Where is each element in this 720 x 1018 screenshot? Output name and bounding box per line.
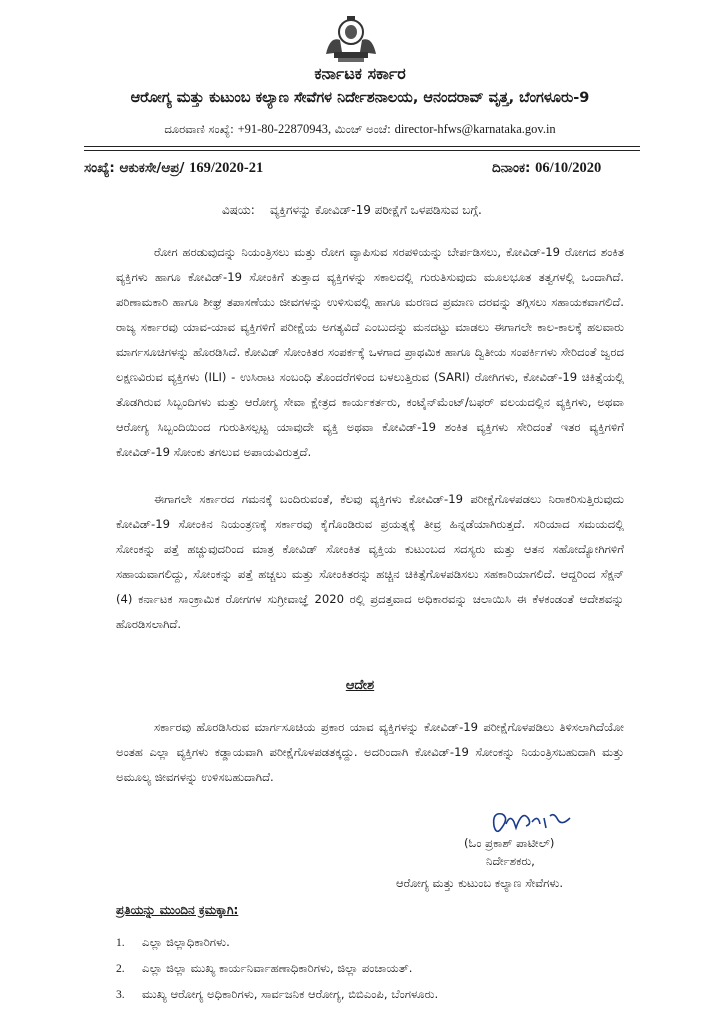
date-value: 06/10/2020 — [535, 160, 602, 176]
reference-number — [84, 160, 263, 177]
body-paragraph-2: ಈಗಾಗಲೇ ಸರ್ಕಾರದ ಗಮನಕ್ಕೆ ಬಂದಿರುವಂತೆ, ಕೆಲವು ವ್ಯಕ್ತಿಗಳು ಕೋವಿಡ್-19 ಪರೀಕ್ಷೆಗೊಳಪಡಲು ನಿರಾಕರಿಸುತ್ತಿರುವುದು ಕೋವಿಡ್-19 ಸೋಂಕಿನ ನಿಯಂತ್ರಣಕ್ಕೆ ಸರ್ಕಾರವು ಕೈಗೊಂಡಿರುವ ಪ್ರಯತ್ನಕ್ಕೆ ತೀವ್ರ ಹಿನ್ನಡೆಯಾಗಿರುತ್ತದೆ. ಸರಿಯಾದ ಸಮಯದಲ್ಲಿ ಸೋಂಕನ್ನು ಪತ್ತೆ ಹಚ್ಚುವುದರಿಂದ ಮಾತ್ರ ಕೋವಿಡ್ ಸೋಂಕಿತ ವ್ಯಕ್ತಿಯ ಕುಟುಂಬದ ಸದಸ್ಯರು ಮತ್ತು ಆತನ ಸಹೋದ್ಯೋಗಿಗಳಿಗೆ ಸಹಾಯವಾಗಲಿದ್ದು, ಸೋಂಕನ್ನು ಪತ್ತೆ ಹಚ್ಚಲು ಮತ್ತು ಸೋಂಕಿತರನ್ನು ಹಚ್ಚಿನ ಚಿಕಿತ್ಸೆಗೊಳಪಡಿಸಲು ಸಹಕಾರಿಯಾಗಲಿದೆ. ಆದ್ದರಿಂದ ಸೆಕ್ಷನ್ (4) ಕರ್ನಾಟಕ ಸಾಂಕ್ರಾಮಿಕ ರೋಗಗಳ ಸುಗ್ರೀವಾಜ್ಞೆ 2020 ರಲ್ಲಿ ಪ್ರದತ್ತವಾದ ಅಧಿಕಾರವನ್ನು ಚಲಾಯಿಸಿ ಈ ಕೆಳಕಂಡಂತೆ ಆದೇಶವನ್ನು ಹೊರಡಿಸಲಾಗಿದೆ. — [116, 492, 624, 631]
order-heading: ಆದೇಶ — [345, 678, 375, 693]
copy-item-text: ಎಲ್ಲಾ ಜಿಲ್ಲಾಧಿಕಾರಿಗಳು. — [142, 935, 230, 949]
copy-item-number: 1. — [116, 936, 125, 949]
subject-line: ವಿಷಯ: ವ್ಯಕ್ತಿಗಳನ್ನು ಕೋವಿಡ್-19 ಪರೀಕ್ಷೆಗೆ ಒಳಪಡಿಸುವ ಬಗ್ಗೆ. — [222, 203, 482, 217]
copy-item-number: 2. — [116, 962, 125, 975]
copy-list-item — [116, 961, 412, 976]
body-paragraph-1: ರೋಗ ಹರಡುವುದನ್ನು ನಿಯಂತ್ರಿಸಲು ಮತ್ತು ರೋಗ ವ್ಯಾಪಿಸುವ ಸರಪಳಿಯನ್ನು ಬೇರ್ಪಡಿಸಲು, ಕೋವಿಡ್-19 ರೋಗದ ಶಂಕಿತ ವ್ಯಕ್ತಿಗಳು ಹಾಗೂ ಕೋವಿಡ್-19 ಸೋಂಕಿಗೆ ತುತ್ತಾದ ವ್ಯಕ್ತಿಗಳನ್ನು ಸಕಾಲದಲ್ಲಿ ಗುರುತಿಸುವುದು ಮೂಲಭೂತ ತತ್ವಗಳಲ್ಲಿ ಒಂದಾಗಿದೆ. ಪರಿಣಾಮಕಾರಿ ಹಾಗೂ ಶೀಘ್ರ ತಪಾಸಣೆಯು ಜೀವಗಳನ್ನು ಉಳಿಸುವಲ್ಲಿ ಹಾಗೂ ಮರಣದ ಪ್ರಮಾಣ ದರವನ್ನು ತಗ್ಗಿಸಲು ಸಹಾಯಕವಾಗಲಿದೆ. ರಾಜ್ಯ ಸರ್ಕಾರವು ಯಾವ-ಯಾವ ವ್ಯಕ್ತಿಗಳಿಗೆ ಪರೀಕ್ಷೆಯ ಅಗತ್ಯವಿದೆ ಎಂಬುದನ್ನು ಮನದಟ್ಟು ಮಾಡಲು ಈಗಾಗಲೇ ಕಾಲ-ಕಾಲಕ್ಕೆ ಹಲವಾರು ಮಾರ್ಗಸೂಚಿಗಳನ್ನು ಹೊರಡಿಸಿದೆ. ಕೋವಿಡ್ ಸೋಂಕಿತರ ಸಂಪರ್ಕಕ್ಕೆ ಒಳಗಾದ ಪ್ರಾಥಮಿಕ ಹಾಗೂ ದ್ವಿತೀಯ ಸಂಪರ್ಕಿಗಳು ಸೇರಿದಂತೆ ಜ್ವರದ ಲಕ್ಷಣವಿರುವ ವ್ಯಕ್ತಿಗಳು (ILI) - ಉಸಿರಾಟ ಸಂಬಂಧಿ ತೊಂದರೆಗಳಿಂದ ಬಳಲುತ್ತಿರುವ (SARI) ರೋಗಿಗಳು, ಕೋವಿಡ್-19 ಚಿಕಿತ್ಸೆಯಲ್ಲಿ ತೊಡಗಿರುವ ಸಿಬ್ಬಂದಿಗಳು ಮತ್ತು ಆರೋಗ್ಯ ಸೇವಾ ಕ್ಷೇತ್ರದ ಕಾರ್ಯಕರ್ತರು, ಕಂಟೈನ್‌ಮೆಂಟ್/ಬಫರ್ ವಲಯದಲ್ಲಿನ ವ್ಯಕ್ತಿಗಳು, ಅಥವಾ ಆರೋಗ್ಯ ಸಿಬ್ಬಂದಿಯಿಂದ ಗುರುತಿಸಲ್ಪಟ್ಟ ಯಾವುದೇ ವ್ಯಕ್ತಿ ಅಥವಾ ಕೋವಿಡ್-19 ಶಂಕಿತ ವ್ಯಕ್ತಿಗಳು ಸೇರಿದಂತೆ ಇತರ ವ್ಯಕ್ತಿಗಳಿಗೆ ಕೋವಿಡ್-19 ಸೋಂಕು ತಗಲುವ ಅಪಾಯವಿರುತ್ತದೆ. — [116, 245, 624, 459]
header-rule-bottom — [84, 150, 640, 151]
signer-name: (ಓಂ ಪ್ರಕಾಶ್ ಪಾಟೀಲ್) — [464, 836, 555, 850]
reference-value: 169/2020-21 — [189, 160, 264, 176]
copy-to-heading: ಪ್ರತಿಯನ್ನು ಮುಂದಿನ ಕ್ರಮಕ್ಕಾಗಿ: — [116, 903, 239, 917]
phone-number: +91-80-22870943, — [237, 122, 332, 136]
karnataka-emblem-icon — [320, 14, 382, 64]
copy-item-text: ಮುಖ್ಯ ಆರೋಗ್ಯ ಅಧಿಕಾರಿಗಳು, ಸಾರ್ವಜನಿಕ ಆರೋಗ್ಯ, ಬಿಬಿಎಂಪಿ, ಬೆಂಗಳೂರು. — [142, 987, 439, 1001]
reference-label: ಸಂಖ್ಯೆ: ಆಕುಕಸೇ/ಆಪ್ರ/ — [84, 160, 185, 176]
signer-office: ಆರೋಗ್ಯ ಮತ್ತು ಕುಟುಂಬ ಕಲ್ಯಾಣ ಸೇವೆಗಳು. — [396, 876, 564, 890]
copy-list-item — [116, 935, 230, 950]
copy-item-text: ಎಲ್ಲಾ ಜಿಲ್ಲಾ ಮುಖ್ಯ ಕಾರ್ಯನಿರ್ವಾಹಣಾಧಿಕಾರಿಗಳು, ಜಿಲ್ಲಾ ಪಂಚಾಯತ್. — [142, 961, 413, 975]
phone-label: ದೂರವಾಣಿ ಸಂಖ್ಯೆ: — [164, 122, 234, 136]
email-address: director-hfws@karnataka.gov.in — [394, 122, 556, 136]
signer-designation: ನಿರ್ದೇಶಕರು, — [486, 854, 535, 868]
order-date — [492, 160, 601, 177]
contact-line — [0, 122, 720, 137]
copy-item-number: 3. — [116, 988, 125, 1001]
department-title: ಆರೋಗ್ಯ ಮತ್ತು ಕುಟುಂಬ ಕಲ್ಯಾಣ ಸೇವೆಗಳ ನಿರ್ದೇಶನಾಲಯ, ಆನಂದರಾವ್ ವೃತ್ತ, ಬೆಂಗಳೂರು-9 — [130, 90, 590, 106]
email-label: ಮಿಂಚ್ ಅಂಚೆ: — [334, 122, 391, 136]
date-label: ದಿನಾಂಕ: — [492, 160, 531, 176]
copy-list-item — [116, 987, 438, 1002]
order-paragraph: ಸರ್ಕಾರವು ಹೊರಡಿಸಿರುವ ಮಾರ್ಗಸೂಚಿಯ ಪ್ರಕಾರ ಯಾವ ವ್ಯಕ್ತಿಗಳನ್ನು ಕೋವಿಡ್-19 ಪರೀಕ್ಷೆಗೊಳಪಡಿಲು ತಿಳಿಸಲಾಗಿದೆಯೋ ಅಂತಹ ಎಲ್ಲಾ ವ್ಯಕ್ತಿಗಳು ಕಡ್ಡಾಯವಾಗಿ ಪರೀಕ್ಷೆಗೊಳಪಡತಕ್ಕದ್ದು. ಅದರಿಂದಾಗಿ ಕೋವಿಡ್-19 ಸೋಂಕನ್ನು ನಿಯಂತ್ರಿಸಬಹುದಾಗಿ ಮತ್ತು ಅಮೂಲ್ಯ ಜೀವಗಳನ್ನು ಉಳಿಸಬಹುದಾಗಿದೆ. — [116, 720, 624, 784]
header-rule-top — [84, 146, 640, 147]
government-title: ಕರ್ನಾಟಕ ಸರ್ಕಾರ — [314, 64, 406, 83]
signature-text: OnPatil — [488, 804, 492, 805]
